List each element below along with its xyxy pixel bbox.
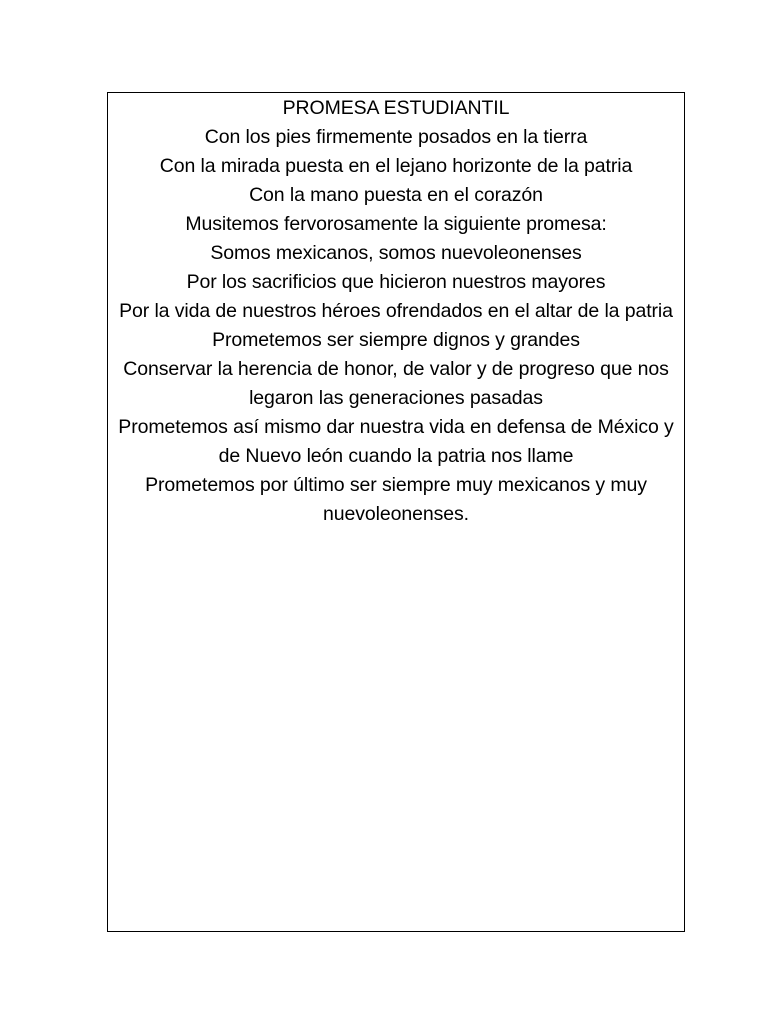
text-line: Con los pies firmemente posados en la tierra xyxy=(204,126,588,148)
text-line: Con la mirada puesta en el lejano horizonte de la patria xyxy=(159,155,633,177)
stanza-3 xyxy=(118,326,674,413)
text-line: Por los sacrificios que hicieron nuestros mayores xyxy=(186,271,606,293)
stanza-4 xyxy=(118,413,674,471)
document-title: PROMESA ESTUDIANTIL xyxy=(282,97,510,119)
stanza-2 xyxy=(118,239,674,326)
text-line: Musitemos fervorosamente la siguiente promesa: xyxy=(185,213,607,235)
text-line: Prometemos por último ser siempre muy mexicanos y muy nuevoleonenses. xyxy=(145,474,647,525)
text-line: Por la vida de nuestros héroes ofrendados en el altar de la patria xyxy=(119,300,673,322)
text-line: Prometemos ser siempre dignos y grandes xyxy=(212,329,580,351)
text-line: Somos mexicanos, somos nuevoleonenses xyxy=(210,242,582,264)
stanza-1 xyxy=(118,94,674,239)
document-frame xyxy=(107,92,685,932)
text-line: Con la mano puesta en el corazón xyxy=(249,184,543,206)
stanza-5 xyxy=(118,471,674,529)
text-line: Prometemos así mismo dar nuestra vida en defensa de México y de Nuevo león cuando la patria nos llame xyxy=(118,416,674,467)
text-line: Conservar la herencia de honor, de valor y de progreso que nos legaron las generaciones pasadas xyxy=(123,358,669,409)
document-body xyxy=(118,94,674,529)
